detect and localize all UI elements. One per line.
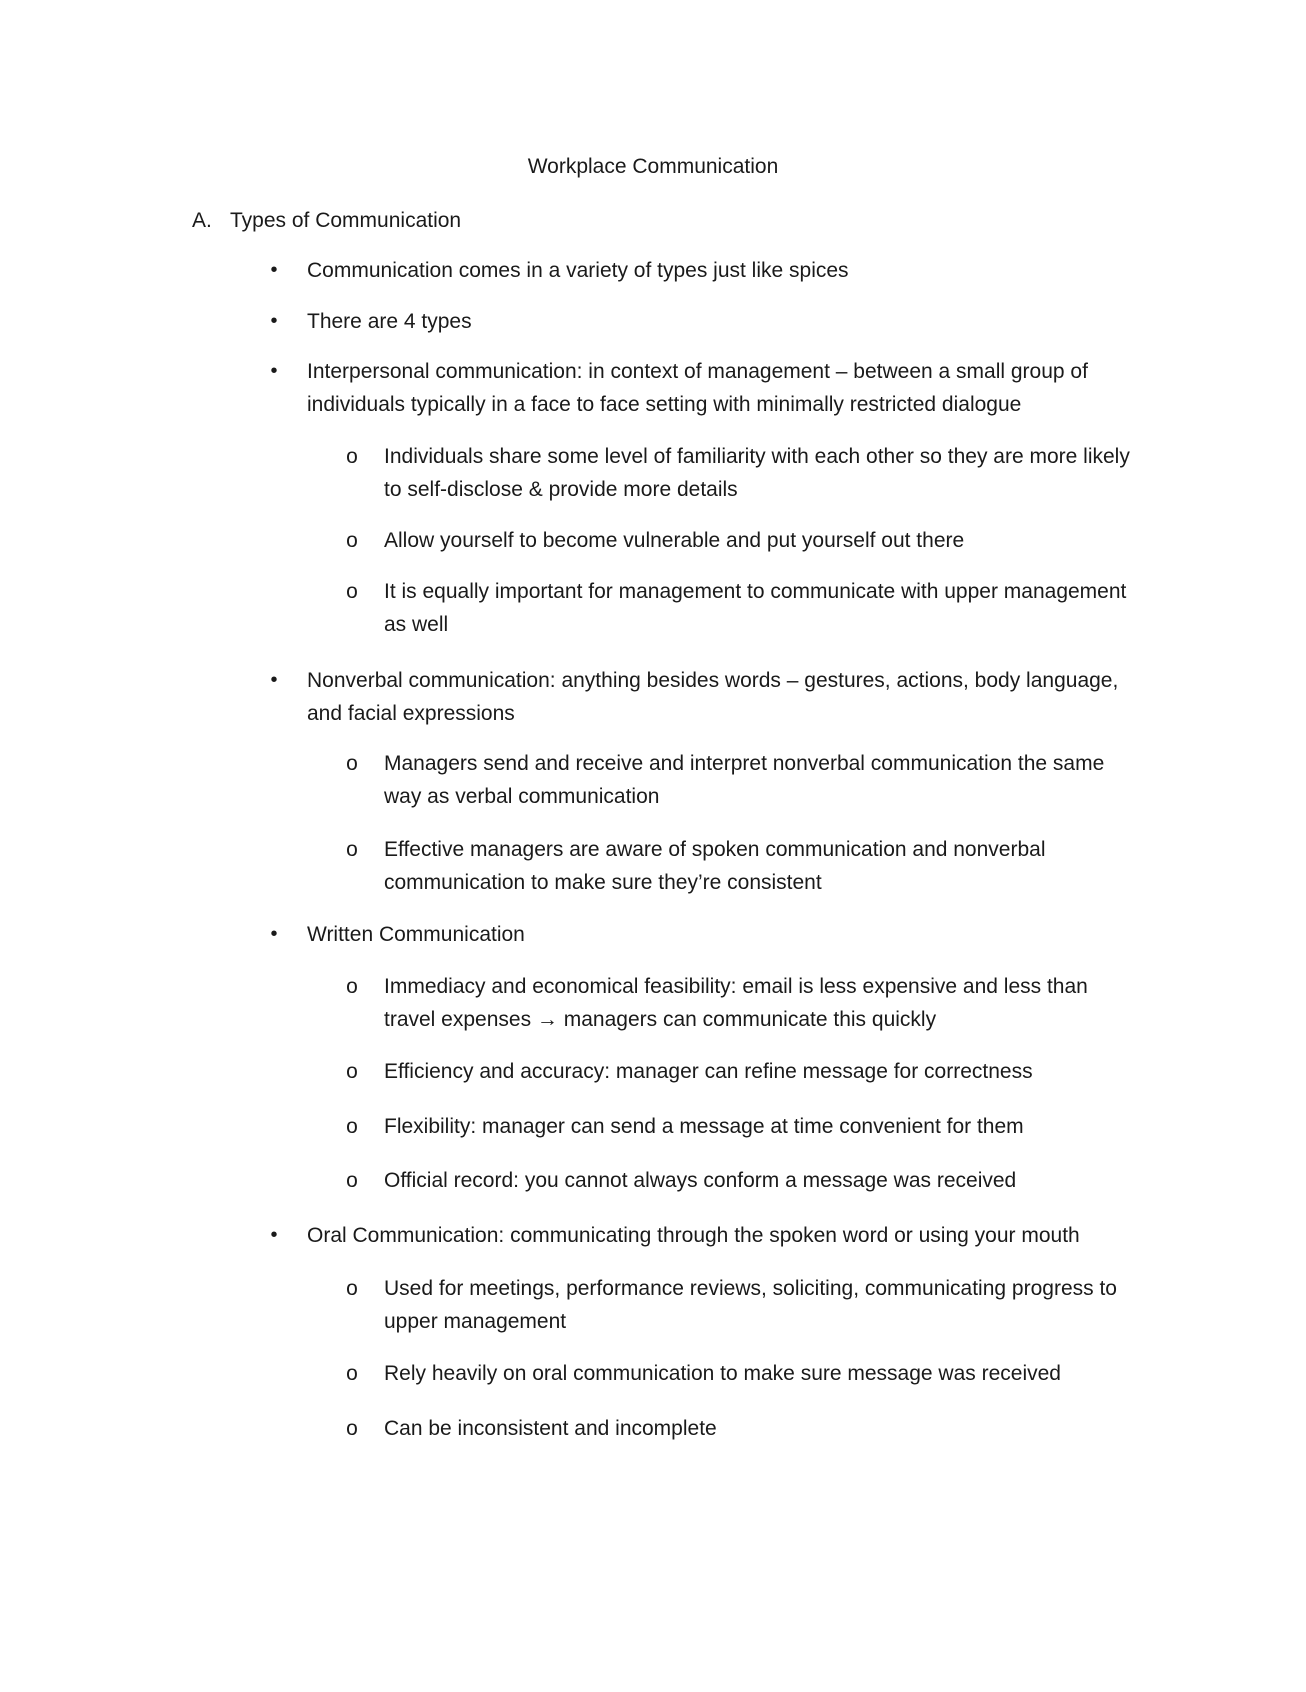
- bullet-marker: •: [270, 259, 278, 281]
- sub-list-item-text: Official record: you cannot always conform a message was received: [384, 1169, 1017, 1192]
- sub-list-item-text: Used for meetings, performance reviews, soliciting, communicating progress to upper management: [384, 1277, 1117, 1333]
- sub-bullet-marker: o: [346, 445, 358, 468]
- sub-bullet-marker: o: [346, 975, 358, 998]
- section-heading: [192, 204, 461, 237]
- sub-list-item-text: Effective managers are aware of spoken communication and nonverbal communication to make sure they’re consistent: [384, 838, 1046, 894]
- list-item-text: Nonverbal communication: anything besides words – gestures, actions, body language, and facial expressions: [307, 669, 1119, 725]
- sub-list-item-text: Immediacy and economical feasibility: email is less expensive and less than travel expenses → managers can communicate this quickly: [384, 975, 1088, 1031]
- sub-list-item-text: Managers send and receive and interpret nonverbal communication the same way as verbal communication: [384, 752, 1105, 808]
- sub-list-item-text: It is equally important for management to communicate with upper management as well: [384, 580, 1127, 636]
- list-item-text: Interpersonal communication: in context of management – between a small group of individuals typically in a face to face setting with minimally restricted dialogue: [307, 360, 1088, 416]
- bullet-marker: •: [270, 1224, 278, 1246]
- sub-list-item-text: Flexibility: manager can send a message at time convenient for them: [384, 1115, 1024, 1138]
- bullet-marker: •: [270, 360, 278, 382]
- sub-bullet-marker: o: [346, 1115, 358, 1138]
- sub-list-item-text: Rely heavily on oral communication to make sure message was received: [384, 1362, 1061, 1385]
- sub-list-item-text: Efficiency and accuracy: manager can refine message for correctness: [384, 1060, 1033, 1083]
- sub-bullet-marker: o: [346, 580, 358, 603]
- section-marker: A.: [192, 209, 212, 232]
- sub-bullet-marker: o: [346, 1277, 358, 1300]
- sub-list-item-text: Can be inconsistent and incomplete: [384, 1417, 717, 1440]
- sub-bullet-marker: o: [346, 1362, 358, 1385]
- sub-bullet-marker: o: [346, 529, 358, 552]
- sub-bullet-marker: o: [346, 1417, 358, 1440]
- bullet-marker: •: [270, 923, 278, 945]
- document-title: Workplace Communication: [527, 155, 779, 178]
- sub-list-item-text: Individuals share some level of familiarity with each other so they are more likely to self-disclose & provide more details: [384, 445, 1130, 501]
- sub-bullet-marker: o: [346, 1060, 358, 1083]
- sub-bullet-marker: o: [346, 752, 358, 775]
- sub-list-item-text: Allow yourself to become vulnerable and put yourself out there: [384, 529, 965, 552]
- bullet-marker: •: [270, 310, 278, 332]
- list-item-text: Written Communication: [307, 923, 525, 946]
- sub-bullet-marker: o: [346, 838, 358, 861]
- bullet-marker: •: [270, 669, 278, 691]
- section-heading-text: Types of Communication: [230, 209, 462, 232]
- list-item-text: Oral Communication: communicating through the spoken word or using your mouth: [307, 1224, 1080, 1247]
- list-item-text: Communication comes in a variety of types just like spices: [307, 259, 849, 282]
- sub-bullet-marker: o: [346, 1169, 358, 1192]
- list-item-text: There are 4 types: [307, 310, 472, 333]
